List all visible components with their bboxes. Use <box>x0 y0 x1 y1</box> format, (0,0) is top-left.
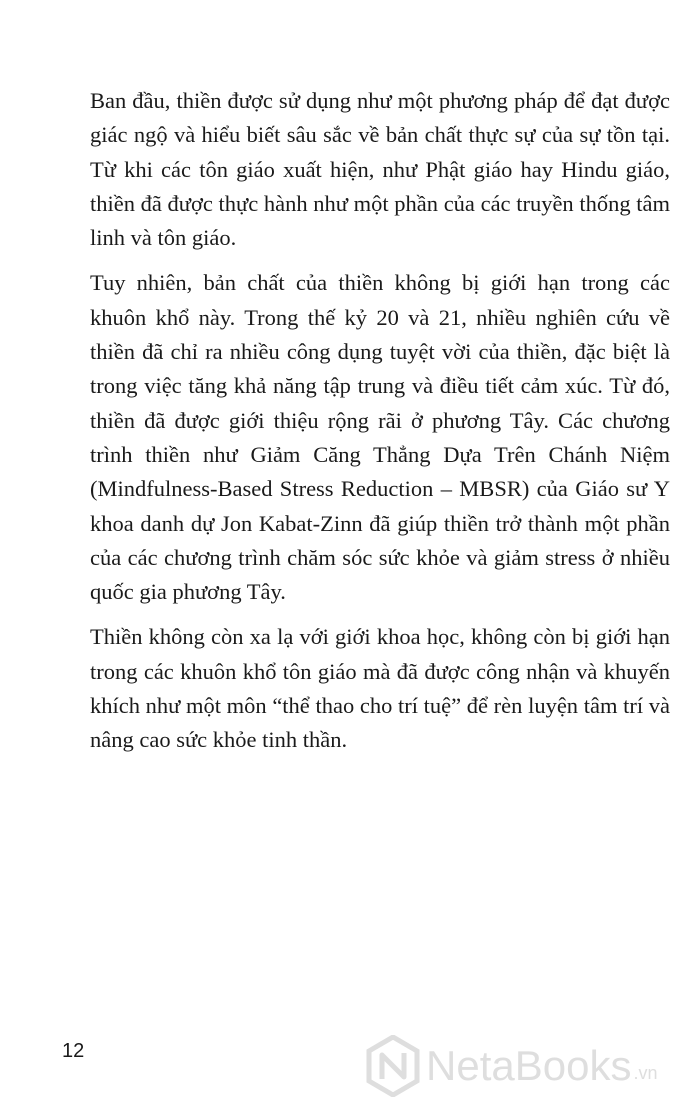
netabooks-logo-icon <box>366 1035 420 1097</box>
page-number: 12 <box>62 1040 85 1062</box>
watermark <box>366 1030 696 1102</box>
watermark-name: NetaBooks <box>426 1042 632 1089</box>
paragraph-1: Ban đầu, thiền được sử dụng như một phương pháp để đạt được giác ngộ và hiểu biết sâu sắc về bản chất thực sự của sự tồn tại. Từ khi các tôn giáo xuất hiện, như Phật giáo hay Hindu giáo, thiền đã được thực hành như một phần của các truyền thống tâm linh và tôn giáo. <box>90 88 670 251</box>
paragraph-2: Tuy nhiên, bản chất của thiền không bị giới hạn trong các khuôn khổ này. Trong thế kỷ 20 và 21, nhiều nghiên cứu về thiền đã chỉ ra nhiều công dụng tuyệt vời của thiền, đặc biệt là trong việc tăng khả năng tập trung và điều tiết cảm xúc. Từ đó, thiền đã được giới thiệu rộng rãi ở phương Tây. Các chương trình thiền như Giảm Căng Thẳng Dựa Trên Chánh Niệm (Mindfulness-Based Stress Reduction – MBSR) của Giáo sư Y khoa danh dự Jon Kabat-Zinn đã giúp thiền trở thành một phần của các chương trình chăm sóc sức khỏe và giảm stress ở nhiều quốc gia phương Tây. <box>90 270 670 605</box>
body-text <box>90 84 670 769</box>
watermark-suffix: .vn <box>633 1063 658 1083</box>
paragraph-3: Thiền không còn xa lạ với giới khoa học, không còn bị giới hạn trong các khuôn khổ tôn giáo mà đã được công nhận và khuyến khích như một môn “thể thao cho trí tuệ” để rèn luyện tâm trí và nâng cao sức khỏe tinh thần. <box>90 624 670 753</box>
